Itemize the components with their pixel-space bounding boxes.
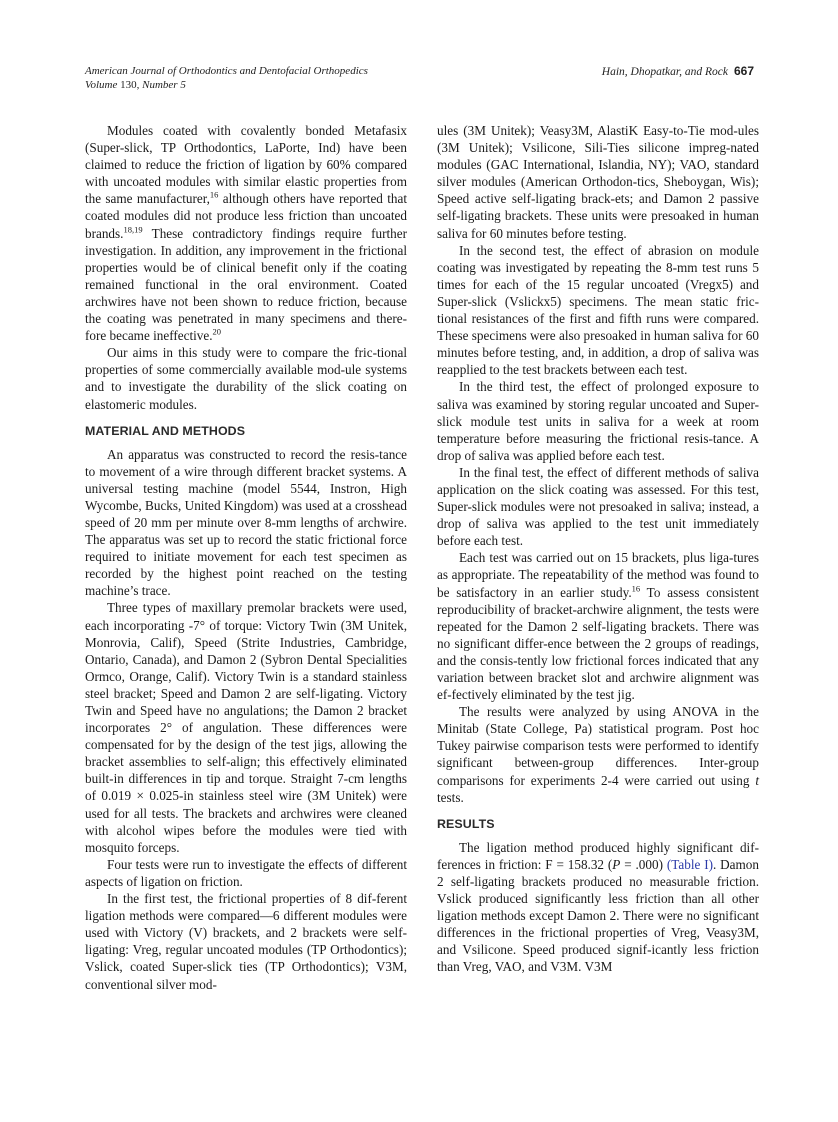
citation[interactable]: 16 bbox=[631, 583, 641, 594]
journal-volume: Volume 130, Number 5 bbox=[85, 79, 186, 91]
section-heading-results: RESULTS bbox=[437, 816, 495, 831]
paragraph: Modules coated with covalently bonded Metafasix (Super-slick, TP Orthodontics, LaPorte, Ind) have been claimed to reduce the friction of ligation by 60% compared with uncoated modules with similar elastic properties from the same manufacturer,$^{16}$ although others have reported that coated modules did not produce less friction than uncoated brands.$^{18,19}$ These contradictory findings require further investigation. In addition, any improvement in the frictional properties would be of clinical benefit only if the coating remained functional in the oral environment. Coated archwires have not been shown to reduce friction, because the coating was penetrated in many specimens and there-fore became ineffective.$^{20}$ bbox=[85, 123, 407, 344]
paragraph: Four tests were run to investigate the effects of different aspects of ligation on friction. bbox=[85, 856, 407, 889]
running-header-journal bbox=[85, 64, 368, 92]
left-column bbox=[85, 122, 407, 993]
page-number: 667 bbox=[733, 64, 754, 78]
authors: Hain, Dhopatkar, and Rock bbox=[601, 66, 728, 78]
paragraph: Each test was carried out on 15 brackets, plus liga-tures as appropriate. The repeatability of the method was found to be satisfactory in an earlier study.$^{16}$ To assess consistent reproducibility of bracket-archwire alignment, the tests were repeated for the Damon 2 self-ligating brackets. There was no significant differ-ence between the 2 groups of readings, and the consis-tently low frictional forces indicated that any variation between bracket slot and archwire alignment was ef-fectively eliminated by the test jig. bbox=[437, 550, 759, 703]
citation[interactable]: 18,19 bbox=[123, 224, 143, 235]
paragraph: The results were analyzed by using ANOVA in the Minitab (State College, Pa) statistical program. Post hoc Tukey pairwise comparison tests were performed to identify significant between-group differences. Inter-group comparisons for experiments 2-4 were carried out using t tests. bbox=[437, 704, 759, 805]
paragraph: The ligation method produced highly significant dif-ferences in friction: F = 158.32 (P = .000) (Table I). Damon 2 self-ligating brackets produced no measurable friction. Vslick produced significantly less friction than all other ligation methods except Damon 2. There were no significant differences in the frictional properties of Vreg, Veasy3M, and Vsilicone. Speed produced signif-icantly less friction than Vreg, VAO, and V3M. V3M bbox=[437, 839, 759, 975]
paragraph: An apparatus was constructed to record the resis-tance to movement of a wire through different bracket systems. A universal testing machine (model 5544, Instron, High Wycombe, Bucks, United Kingdom) was used at a crosshead speed of 20 mm per minute over 8-mm lengths of archwire. The apparatus was set up to record the static frictional force required to initiate movement for each test specimen as recorded by the highest point reached on the testing machine’s trace. bbox=[85, 446, 407, 599]
paragraph: ules (3M Unitek); Veasy3M, AlastiK Easy-to-Tie mod-ules (3M Unitek); Vsilicone, Sili-Ties silicone impreg-nated modules (GAC International, Islandia, NY); VAO, standard silver modules (American Orthodon-tics, Sheboygan, Wis); Speed active self-ligating brack-ets; and Damon 2 passive self-ligating brackets. These units were presoaked in human saliva for 60 minutes before testing. bbox=[437, 123, 759, 241]
paragraph: In the first test, the frictional properties of 8 dif-ferent ligation methods were compared—6 different modules were used with Victory (V) brackets, and 2 brackets were self-ligating: Vreg, regular uncoated modules (TP Orthodontics); Vslick, coated Super-slick ties (TP Orthodontics); V3M, conventional silver mod- bbox=[85, 891, 407, 992]
running-header-authors bbox=[602, 64, 754, 79]
citation[interactable]: 16 bbox=[209, 189, 219, 200]
paragraph: Three types of maxillary premolar brackets were used, each incorporating -7° of torque: Victory Twin (3M Unitek, Monrovia, Calif), Speed (Strite Industries, Cambridge, Ontario, Canada), and Damon 2 (Sybron Dental Specialities Ormco, Orange, Calif). Victory Twin is a standard stainless steel bracket; Speed and Damon 2 are self-ligating. Victory Twin and Speed have no angulations; the Damon 2 bracket incorporates 2° of angulation. These differences were compensated for by the design of the test jigs, allowing the bracket assemblies to self-align; this effectively eliminated built-in differences in tip and torque. Straight 7-cm lengths of 0.019 × 0.025-in stainless steel wire (3M Unitek) were used for all tests. The brackets and archwires were cleaned with alcohol wipes before the modules were tied with mosquito forceps. bbox=[85, 600, 407, 855]
section-heading-methods: MATERIAL AND METHODS bbox=[85, 423, 246, 438]
journal-title: American Journal of Orthodontics and Dentofacial Orthopedics bbox=[85, 65, 368, 77]
paragraph: In the final test, the effect of different methods of saliva application on the slick coating was assessed. For this test, Super-slick modules were not presoaked in saliva; instead, a drop of saliva was applied to the test unit immediately before each test. bbox=[437, 464, 759, 549]
paragraph: In the second test, the effect of abrasion on module coating was investigated by repeating the 8-mm test runs 5 times for each of the 15 regular uncoated (Vregx5) and Super-slick (Vslickx5) specimens. The mean static fric-tional resistances of the first and fifth runs were compared. These specimens were also presoaked in human saliva for 60 minutes before testing, and, in addition, a drop of saliva was reapplied to the test brackets between each test. bbox=[437, 242, 759, 378]
table-link[interactable]: (Table I) bbox=[666, 856, 713, 872]
right-column bbox=[437, 122, 759, 976]
paragraph: Our aims in this study were to compare the fric-tional properties of some commercially available mod-ule systems and to investigate the durability of the slick coating on elastomeric modules. bbox=[85, 345, 407, 412]
paragraph: In the third test, the effect of prolonged exposure to saliva was examined by storing regular uncoated and Super-slick module test units in saliva for a week at room temperature before measuring the frictional resis-tance. A drop of saliva was applied before each test. bbox=[437, 379, 759, 463]
citation[interactable]: 20 bbox=[212, 326, 222, 337]
